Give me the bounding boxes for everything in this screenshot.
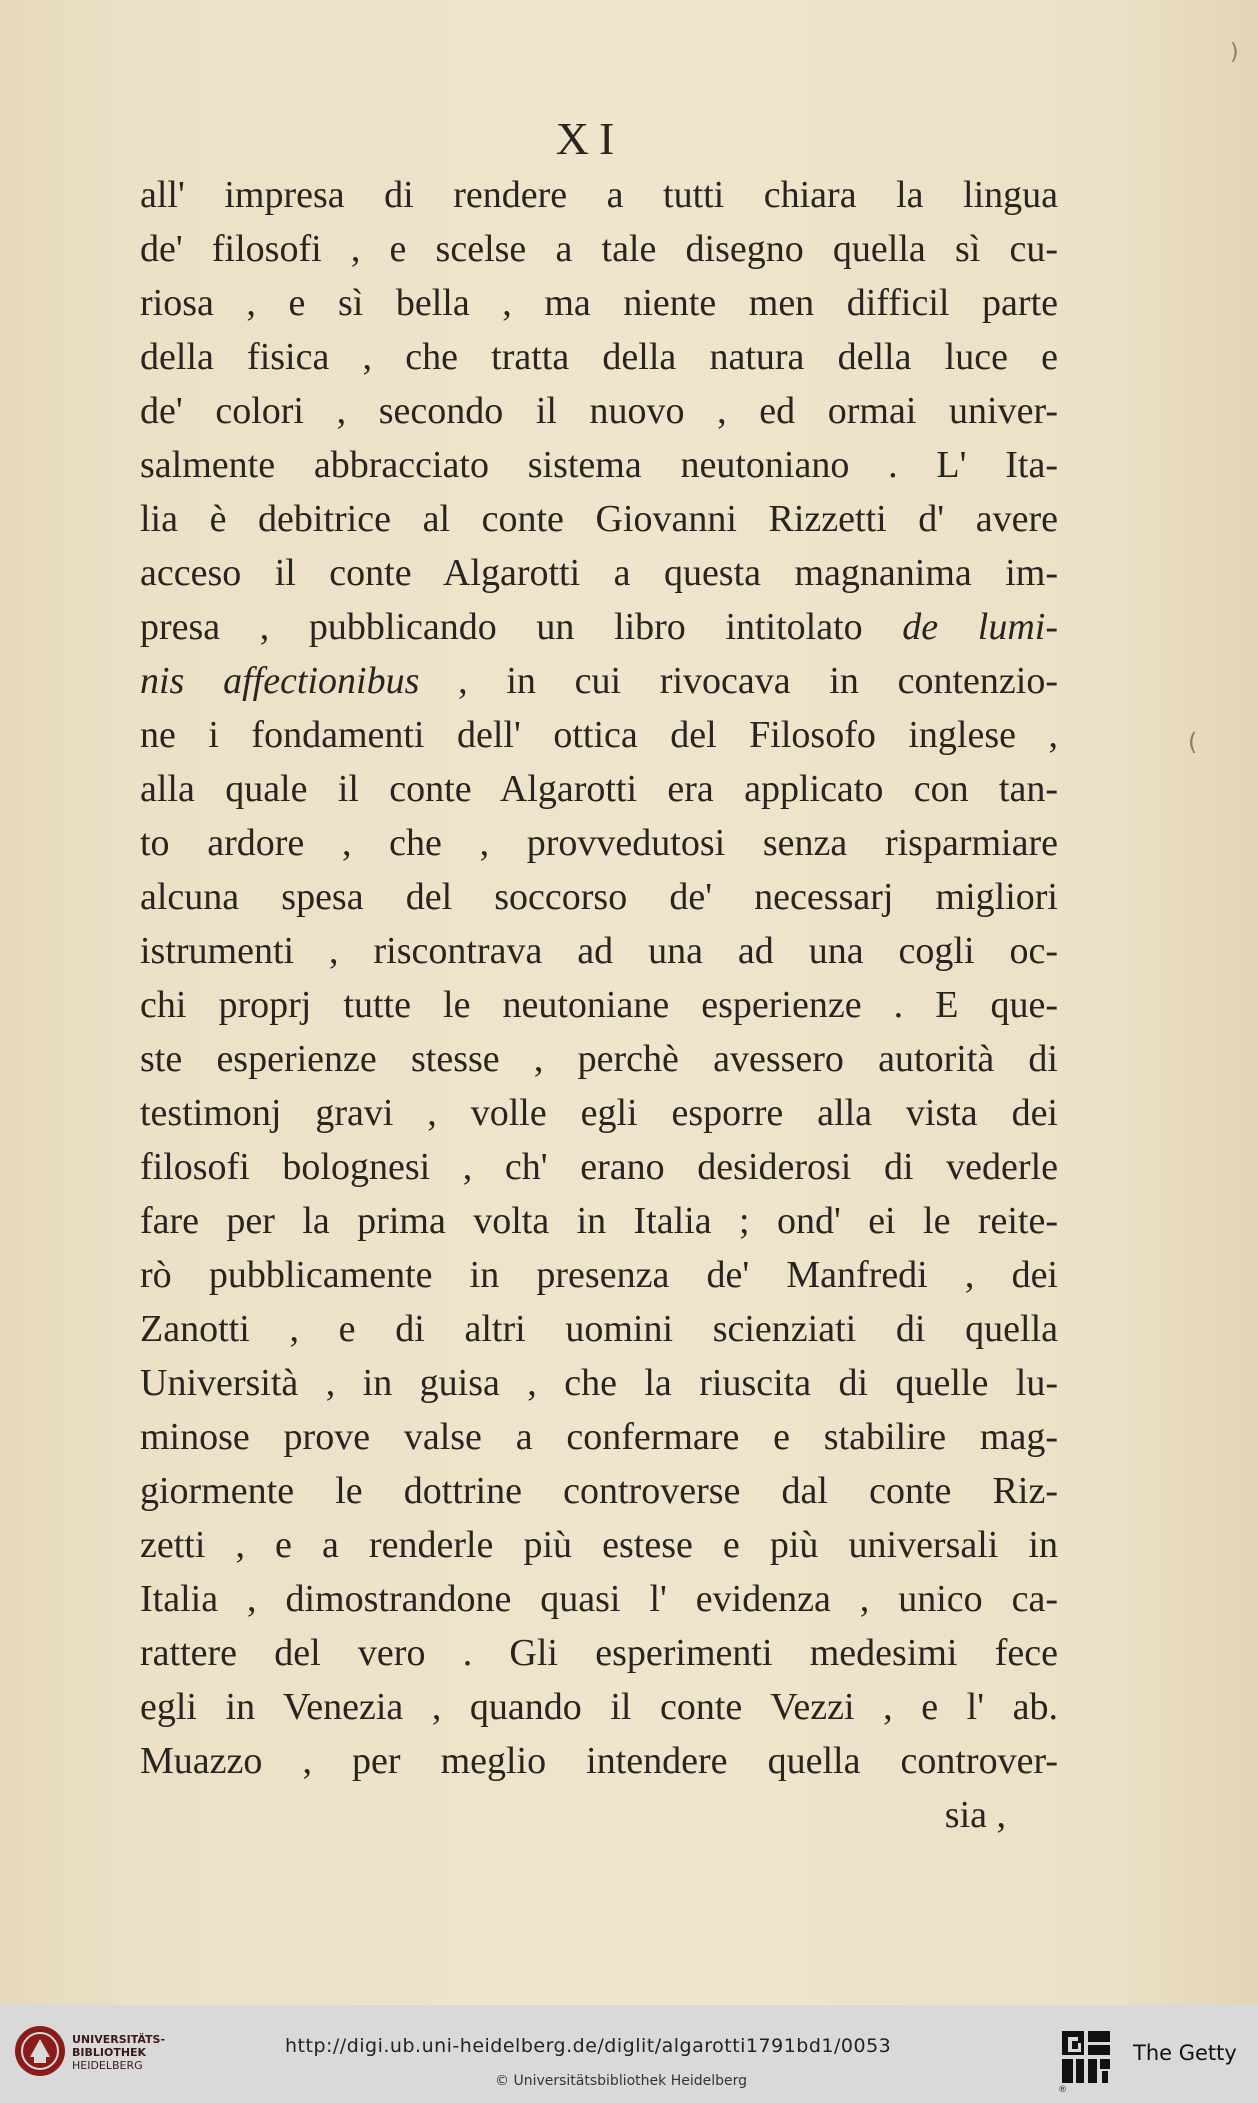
- text-line: Italia , dimostrandone quasi l' evidenza , unico ca-: [140, 1578, 1058, 1620]
- text-segment: , in cui rivocava in contenzio-: [419, 660, 1059, 702]
- text-line: Università , in guisa , che la riuscita di quelle lu-: [140, 1362, 1058, 1404]
- text-line: [140, 654, 1058, 708]
- text-line: [140, 600, 1058, 654]
- page-folio: XI: [555, 113, 625, 164]
- text-line: filosofi bolognesi , ch' erano desiderosi di vederle: [140, 1146, 1058, 1188]
- text-line: istrumenti , riscontrava ad una ad una cogli oc-: [140, 930, 1058, 972]
- text-line: testimonj gravi , volle egli esporre alla vista dei: [140, 1092, 1058, 1134]
- page-text: [140, 168, 1058, 1842]
- text-line: de' filosofi , e scelse a tale disegno quella sì cu-: [140, 228, 1058, 270]
- text-line: ne i fondamenti dell' ottica del Filosofo inglese ,: [140, 714, 1058, 756]
- text-line: ste esperienze stesse , perchè avessero autorità di: [140, 1038, 1058, 1080]
- text-line: rò pubblicamente in presenza de' Manfredi , dei: [140, 1254, 1058, 1296]
- text-line: to ardore , che , provvedutosi senza risparmiare: [140, 822, 1058, 864]
- text-line: alla quale il conte Algarotti era applicato con tan-: [140, 768, 1058, 810]
- copyright-notice: © Universitätsbibliothek Heidelberg: [495, 2073, 748, 2089]
- university-seal-icon: [12, 2023, 68, 2079]
- text-line: della fisica , che tratta della natura della luce e: [140, 336, 1058, 378]
- getty-logo-icon: [1060, 2029, 1112, 2085]
- footer-bar: [0, 2005, 1258, 2103]
- text-line: chi proprj tutte le neutoniane esperienze . E que-: [140, 984, 1058, 1026]
- italic-title: de lumi-: [902, 606, 1058, 648]
- text-line: riosa , e sì bella , ma niente men difficil parte: [140, 282, 1058, 324]
- institution-name: UNIVERSITÄTS- BIBLIOTHEK HEIDELBERG: [72, 2033, 166, 2072]
- text-line: minose prove valse a confermare e stabilire mag-: [140, 1416, 1058, 1458]
- text-line: zetti , e a renderle più estese e più universali in: [140, 1524, 1058, 1566]
- text-line: acceso il conte Algarotti a questa magnanima im-: [140, 552, 1058, 594]
- catchword: sia ,: [944, 1794, 1006, 1836]
- source-url-link[interactable]: http://digi.ub.uni-heidelberg.de/diglit/algarotti1791bd1/0053: [285, 2035, 892, 2057]
- text-line: Zanotti , e di altri uomini scienziati di quella: [140, 1308, 1058, 1350]
- text-line: de' colori , secondo il nuovo , ed ormai univer-: [140, 390, 1058, 432]
- text-line: alcuna spesa del soccorso de' necessarj migliori: [140, 876, 1058, 918]
- italic-title: nis affectionibus: [140, 660, 420, 702]
- margin-mark-icon: (: [1188, 728, 1198, 756]
- text-segment: presa , pubblicando un libro intitolato: [140, 606, 903, 648]
- margin-mark-icon: ): [1230, 40, 1239, 65]
- text-line: egli in Venezia , quando il conte Vezzi , e l' ab.: [140, 1686, 1058, 1728]
- text-line: salmente abbracciato sistema neutoniano . L' Ita-: [140, 444, 1058, 486]
- registered-mark: ®: [1058, 2085, 1067, 2095]
- text-line: rattere del vero . Gli esperimenti medesimi fece: [140, 1632, 1058, 1674]
- text-line: lia è debitrice al conte Giovanni Rizzetti d' avere: [140, 498, 1058, 540]
- text-line: all' impresa di rendere a tutti chiara la lingua: [140, 174, 1058, 216]
- text-line: giormente le dottrine controverse dal conte Riz-: [140, 1470, 1058, 1512]
- getty-name: The Getty: [1133, 2041, 1237, 2065]
- text-line: fare per la prima volta in Italia ; ond' ei le reite-: [140, 1200, 1058, 1242]
- text-line: Muazzo , per meglio intendere quella controver-: [140, 1740, 1058, 1782]
